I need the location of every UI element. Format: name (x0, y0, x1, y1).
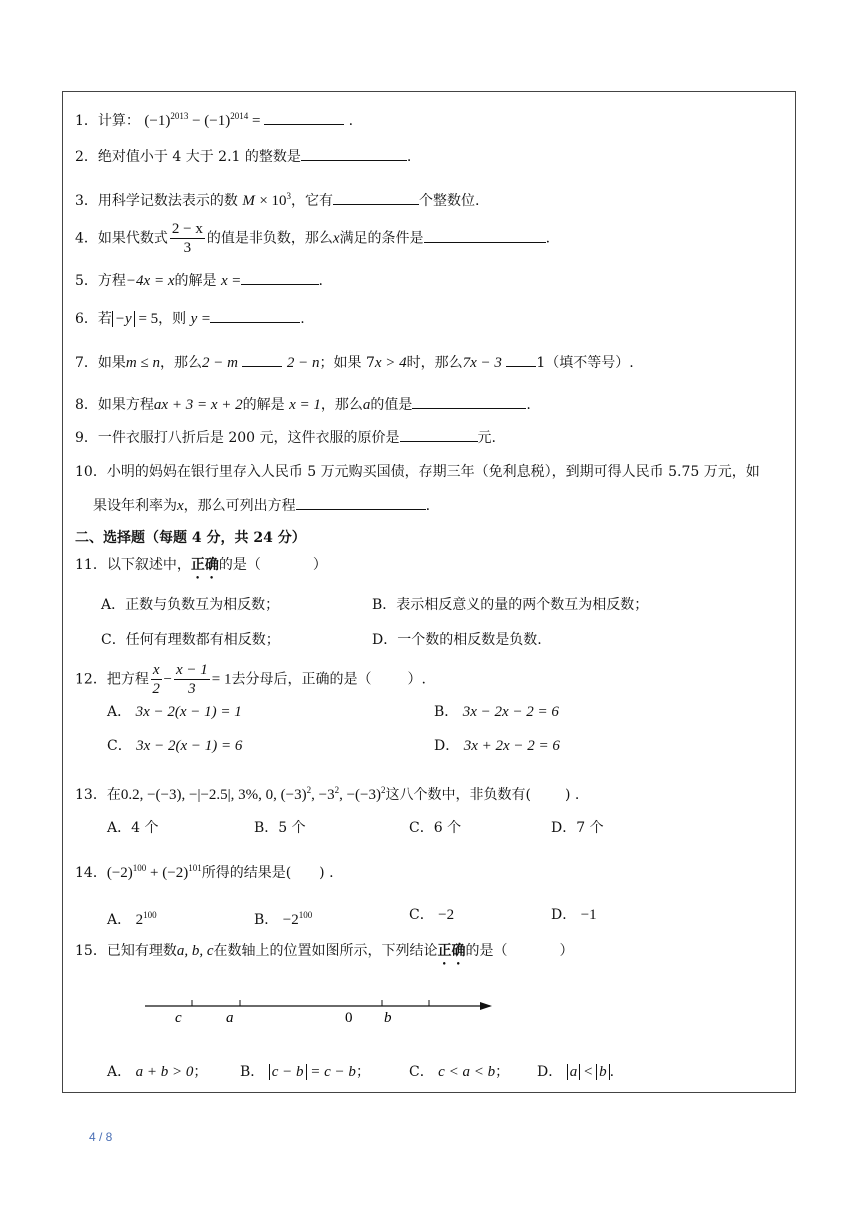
option-13b[interactable]: B．5 个 (254, 820, 306, 836)
question-12: 12．把方程 $\frac{x}{2}$ − $\frac{x - 1}{3}$ = 1去分母后，正确的是（ ）. (75, 662, 426, 697)
answer-blank[interactable] (400, 427, 478, 442)
answer-blank[interactable] (333, 190, 419, 205)
option-12a[interactable]: A． 3x − 2(x − 1) = 1 (107, 704, 242, 720)
option-13d[interactable]: D．7 个 (551, 820, 604, 836)
answer-blank[interactable] (264, 110, 344, 125)
question-13: 13．在0.2, −(−3), −|−2.5|, 3%, 0, $(-3)^2$, $-3^2$, $-(-3)^2$这八个数中，非负数有( ) . (75, 785, 580, 803)
answer-blank[interactable] (424, 228, 546, 243)
option-14d[interactable]: D． −1 (551, 907, 597, 923)
option-15c[interactable]: C． c < a < b； (409, 1064, 510, 1080)
option-11c[interactable]: C．任何有理数都有相反数； (101, 632, 280, 648)
question-5: 5．方程−4x = x的解是 x = . (75, 270, 323, 291)
section-title: 二、选择题（每题 4 分，共 24 分） (75, 530, 306, 546)
question-9: 9．一件衣服打八折后是 200 元，这件衣服的原价是 元. (75, 427, 496, 448)
question-3: 3．用科学记数法表示的数 $M \times 10^3$，它有 个整数位. (75, 191, 480, 209)
question-2: 2．绝对值小于 4 大于 2.1 的整数是 . (75, 146, 411, 167)
option-15d[interactable]: D． a < b . (537, 1064, 615, 1080)
page-number: 4 / 8 (89, 1130, 113, 1144)
question-15: 15．已知有理数a, b, c在数轴上的位置如图所示，下列结论正确的是（ ） (75, 943, 574, 959)
option-13c[interactable]: C．6 个 (409, 820, 462, 836)
answer-blank[interactable] (412, 394, 526, 409)
option-12d[interactable]: D． 3x + 2x − 2 = 6 (434, 738, 560, 754)
question-6: 6．若 −y = 5，则 y = . (75, 308, 305, 329)
axis-label-a: a (226, 1010, 234, 1026)
question-4: 4．如果代数式 $\frac{2 - x}{3}$ 的值是非负数，那么x满足的条件是 . (75, 221, 551, 256)
answer-blank[interactable] (296, 495, 426, 510)
option-14b[interactable]: B． $-2^{100}$ (254, 910, 313, 928)
question-7: 7．如果m ≤ n，那么2 − m 2 − n；如果 7x > 4时，那么7x − 3 1（填不等号）. (75, 352, 634, 373)
fraction: $\frac{2 - x}{3}$ (171, 221, 203, 256)
answer-blank[interactable] (301, 146, 407, 161)
answer-blank[interactable] (241, 270, 319, 285)
option-11d[interactable]: D．一个数的相反数是负数. (372, 632, 542, 648)
answer-blank[interactable] (210, 308, 300, 323)
option-12b[interactable]: B． 3x − 2x − 2 = 6 (434, 704, 559, 720)
axis-label-c: c (175, 1010, 182, 1026)
question-10: 10．小明的妈妈在银行里存入人民币 5 万元购买国债，存期三年（免利息税），到期可得人民币 5.75 万元，如 (75, 464, 760, 480)
number-line (140, 995, 500, 1031)
option-11b[interactable]: B．表示相反意义的量的两个数互为相反数； (372, 597, 649, 613)
option-11a[interactable]: A．正数与负数互为相反数； (101, 597, 280, 613)
answer-blank[interactable] (242, 352, 282, 367)
option-15a[interactable]: A． a + b > 0； (107, 1064, 208, 1080)
question-10-line2: 果设年利率为x，那么可列出方程 . (93, 495, 430, 516)
option-13a[interactable]: A．4 个 (107, 820, 159, 836)
option-14a[interactable]: A． $2^{100}$ (107, 910, 157, 928)
question-11: 11．以下叙述中，正确的是（ ） (75, 557, 327, 573)
option-12c[interactable]: C． 3x − 2(x − 1) = 6 (107, 738, 243, 754)
question-1: 1．计算： $(-1)^{2013} - (-1)^{2014}$ = . (75, 111, 354, 129)
option-15b[interactable]: B． c − b = c − b； (240, 1064, 370, 1080)
axis-label-0: 0 (345, 1010, 353, 1026)
question-8: 8．如果方程ax + 3 = x + 2的解是 x = 1，那么a的值是 . (75, 394, 531, 415)
question-14: 14．$(-2)^{100} + (-2)^{101}$所得的结果是( ) . (75, 863, 334, 881)
answer-blank[interactable] (506, 352, 536, 367)
option-14c[interactable]: C． −2 (409, 907, 455, 923)
axis-label-b: b (384, 1010, 392, 1026)
